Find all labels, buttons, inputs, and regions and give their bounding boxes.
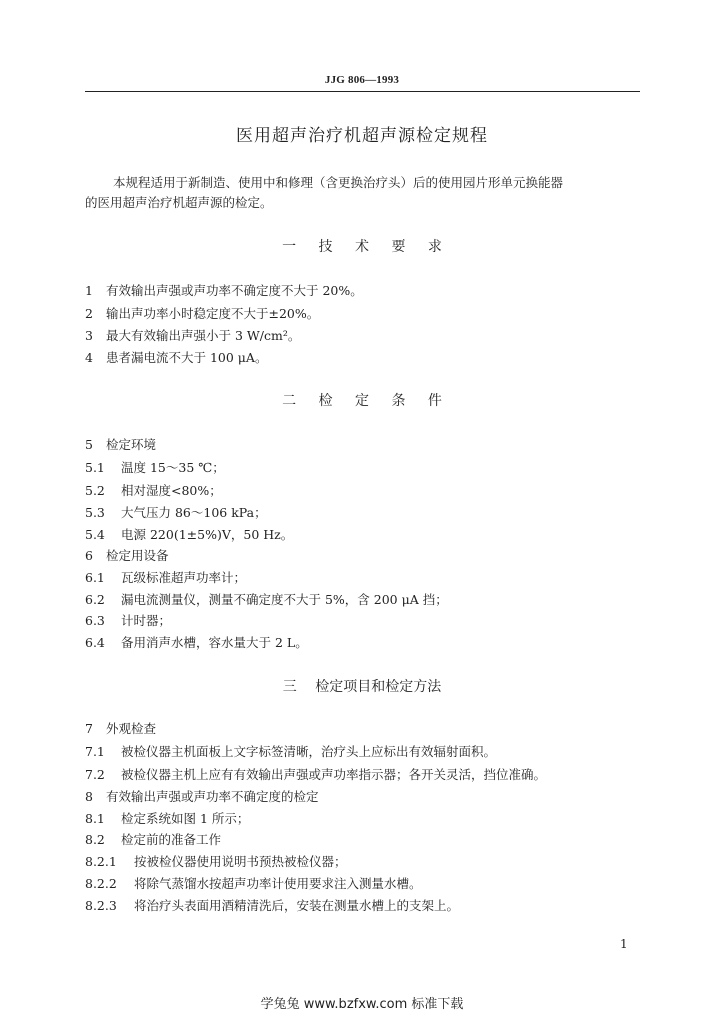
item-number: 6.3	[85, 613, 105, 628]
item-text: 检定系统如图 1 所示；	[121, 811, 250, 826]
item-number: 1	[85, 283, 93, 298]
list-item	[85, 590, 448, 608]
list-item	[85, 304, 319, 322]
item-number: 8.1	[85, 811, 105, 826]
item-text: 最大有效输出声强小于 3 W/cm²。	[106, 328, 301, 343]
item-text: 患者漏电流不大于 100 μA。	[106, 350, 268, 365]
item-number: 3	[85, 328, 93, 343]
list-item	[85, 481, 222, 499]
list-item	[85, 633, 308, 651]
item-number: 5.3	[85, 505, 105, 520]
item-text: 备用消声水槽，容水量大于 2 L。	[121, 635, 308, 650]
item-text: 有效输出声强或声功率不确定度的检定	[106, 789, 319, 804]
item-number: 5.2	[85, 483, 105, 498]
item-number: 4	[85, 350, 93, 365]
list-item	[85, 896, 459, 914]
list-item	[85, 503, 267, 521]
item-text: 电源 220(1±5%)V，50 Hz。	[121, 527, 294, 542]
item-number: 8.2.3	[85, 898, 117, 913]
section-heading-2: 二 检 定 条 件	[282, 393, 442, 409]
list-item	[85, 611, 171, 629]
item-text: 相对湿度<80%；	[121, 483, 222, 498]
list-item	[85, 546, 169, 564]
header-divider	[85, 91, 640, 92]
intro-line-2: 的医用超声治疗机超声源的检定。	[85, 195, 273, 210]
item-text: 检定用设备	[106, 548, 169, 563]
section-heading-3: 三 检定项目和检定方法	[282, 679, 442, 695]
item-number: 7.1	[85, 744, 105, 759]
list-item	[85, 719, 156, 737]
list-item	[85, 742, 496, 760]
item-text: 被检仪器主机上应有有效输出声强或声功率指示器；各开关灵活，挡位准确。	[121, 767, 547, 782]
item-text: 检定前的准备工作	[121, 832, 222, 847]
item-number: 8.2.1	[85, 854, 117, 869]
list-item	[85, 809, 249, 827]
item-number: 8.2.2	[85, 876, 117, 891]
list-item	[85, 852, 347, 870]
item-text: 瓦级标准超声功率计；	[121, 570, 247, 585]
item-number: 2	[85, 306, 93, 321]
list-item	[85, 765, 546, 783]
list-item	[85, 830, 221, 848]
standard-code: JJG 806—1993	[324, 74, 400, 86]
item-number: 8.2	[85, 832, 105, 847]
item-number: 5	[85, 437, 93, 452]
item-text: 将治疗头表面用酒精清洗后，安装在测量水槽上的支架上。	[134, 898, 460, 913]
item-text: 漏电流测量仪，测量不确定度不大于 5%，含 200 μA 挡；	[121, 592, 448, 607]
list-item	[85, 326, 300, 344]
list-item	[85, 458, 225, 476]
item-text: 外观检查	[106, 721, 157, 736]
item-number: 6	[85, 548, 93, 563]
item-text: 输出声功率小时稳定度不大于±20%。	[106, 306, 320, 321]
item-number: 6.1	[85, 570, 105, 585]
item-number: 8	[85, 789, 93, 804]
section-heading-1: 一 技 术 要 求	[282, 239, 442, 255]
list-item	[85, 348, 267, 366]
item-number: 7	[85, 721, 93, 736]
item-number: 6.4	[85, 635, 105, 650]
item-number: 5.4	[85, 527, 105, 542]
item-text: 有效输出声强或声功率不确定度不大于 20%。	[106, 283, 363, 298]
item-number: 7.2	[85, 767, 105, 782]
intro-line-1: 本规程适用于新制造、使用中和修理（含更换治疗头）后的使用园片形单元换能器	[113, 175, 564, 190]
list-item	[85, 787, 319, 805]
item-text: 检定环境	[106, 437, 157, 452]
item-number: 5.1	[85, 460, 105, 475]
item-text: 大气压力 86～106 kPa；	[121, 505, 267, 520]
list-item	[85, 525, 293, 543]
page-number: 1	[620, 937, 628, 951]
item-text: 温度 15～35 ℃；	[121, 460, 225, 475]
list-item	[85, 568, 246, 586]
list-item	[85, 435, 156, 453]
list-item	[85, 874, 422, 892]
item-text: 将除气蒸馏水按超声功率计使用要求注入测量水槽。	[134, 876, 422, 891]
item-text: 被检仪器主机面板上文字标签清晰，治疗头上应标出有效辐射面积。	[121, 744, 497, 759]
footer-watermark: 学兔兔 www.bzfxw.com 标准下载	[260, 997, 464, 1012]
list-item	[85, 281, 363, 299]
item-number: 6.2	[85, 592, 105, 607]
item-text: 计时器；	[121, 613, 172, 628]
document-title: 医用超声治疗机超声源检定规程	[236, 126, 488, 146]
item-text: 按被检仪器使用说明书预热被检仪器；	[134, 854, 347, 869]
